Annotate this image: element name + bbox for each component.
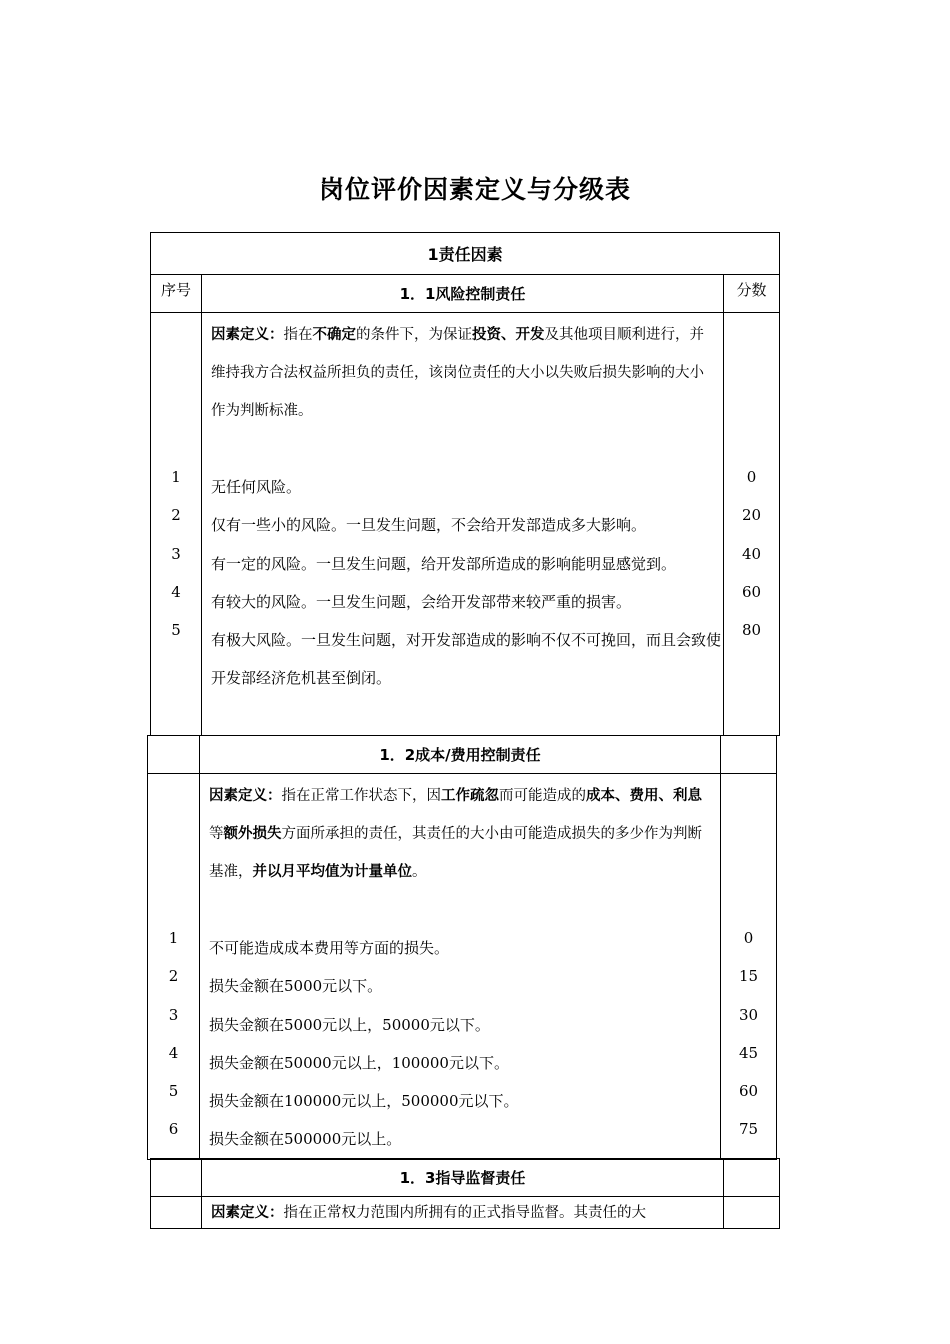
levels-cell [151,313,202,736]
factor-name: 1．2成本/费用控制责任 [200,736,721,774]
factor-body [202,1197,724,1229]
level-description: 有一定的风险。一旦发生问题，给开发部所造成的影响能明显感觉到。 [211,554,677,573]
factor-name: 1．1风险控制责任 [202,275,724,313]
level-description: 有极大风险。一旦发生问题，对开发部造成的影响不仅不可挽回，而且会致使开发部经济危机甚至倒闭。 [211,631,722,688]
empty-cell [724,1197,780,1229]
level-number: 2 [171,506,181,525]
definition-text: 指在正常权力范围内所拥有的正式指导监督。其责任的大 [283,1205,646,1221]
supervision-table [150,1158,780,1229]
level-description: 仅有一些小的风险。一旦发生问题，不会给开发部造成多大影响。 [211,516,647,535]
scores-cell [724,313,780,736]
score-value: 15 [738,967,759,986]
level-description: 损失金额在500000元以上。 [209,1130,402,1149]
definition-text: 而可能造成的 [499,788,586,804]
empty-cell [151,1197,202,1229]
factor-definition [202,313,723,430]
definition-text: 指在 [283,327,313,343]
level-description: 有较大的风险。一旦发生问题，会给开发部带来较严重的损害。 [211,592,632,611]
page-title: 岗位评价因素定义与分级表 [318,175,631,204]
level-number: 1 [171,468,181,486]
definition-text: 工作疏忽 [441,787,499,804]
score-value: 0 [743,929,754,947]
empty-cell [724,1159,780,1197]
score-list [724,458,779,649]
level-description: 损失金额在5000元以上，50000元以下。 [209,1015,490,1034]
factor-name: 1．3指导监督责任 [202,1159,724,1197]
empty-cell [151,1159,202,1197]
score-value: 75 [738,1120,759,1139]
level-description: 损失金额在5000元以下。 [209,977,383,996]
definition-text: 并以月平均值为计量单位 [252,863,412,880]
level-number: 5 [171,621,181,640]
definition-text: 指在正常工作状态下，因 [281,788,441,804]
score-value: 45 [738,1043,759,1062]
level-number: 5 [168,1082,179,1101]
definition-label: 因素定义： [211,326,284,343]
definition-text: 。 [412,864,427,880]
level-description: 损失金额在100000元以上，500000元以下。 [209,1092,519,1111]
score-value: 20 [741,506,762,525]
definition-label: 因素定义： [209,787,282,804]
factor-definition [202,1197,723,1226]
section-heading: 1责任因素 [151,233,780,275]
definition-text: 及其他项目顺利进行，并维持我方合法权益所担负的责任，该岗位责任的大小以失败后损失影响的大小作为判断标准。 [211,327,704,419]
level-number: 6 [168,1120,179,1139]
factor-body [202,313,724,736]
definition-text: 的条件下，为保证 [356,327,472,343]
score-value: 30 [738,1005,759,1024]
factor-definition [200,774,720,891]
level-number: 3 [168,1005,179,1024]
scores-cell [721,774,777,1160]
definition-text: 成本、费用、利息 [586,787,702,804]
level-number: 1 [168,929,179,947]
header-score: 分数 [724,275,780,313]
level-description: 不可能造成成本费用等方面的损失。 [209,939,450,957]
level-description: 损失金额在50000元以上，100000元以下。 [209,1053,509,1072]
score-value: 80 [741,621,762,640]
definition-text: 等 [209,826,224,842]
definition-text: 投资、开发 [472,326,545,343]
level-descriptions [200,929,720,1159]
score-value: 60 [738,1082,759,1101]
score-value: 40 [741,544,762,563]
level-description: 无任何风险。 [211,478,302,496]
responsibility-table [150,232,780,736]
score-list [721,919,776,1149]
definition-label: 因素定义： [211,1204,284,1221]
factor-body [200,774,721,1160]
definition-text: 方面所承担的责任，其责任的大小由可能造成损失的多少作为判断基准， [209,826,702,880]
score-value: 0 [746,468,757,486]
level-list [151,458,201,649]
level-number: 2 [168,967,179,986]
definition-text: 额外损失 [223,825,282,842]
cost-control-table [147,735,777,1160]
level-number: 4 [171,582,181,601]
level-list [148,919,199,1149]
empty-cell [148,736,200,774]
level-descriptions [202,468,723,698]
level-number: 3 [171,544,181,563]
header-no: 序号 [151,275,202,313]
definition-text: 不确定 [312,326,356,343]
empty-cell [721,736,777,774]
level-number: 4 [168,1043,179,1062]
levels-cell [148,774,200,1160]
score-value: 60 [741,582,762,601]
